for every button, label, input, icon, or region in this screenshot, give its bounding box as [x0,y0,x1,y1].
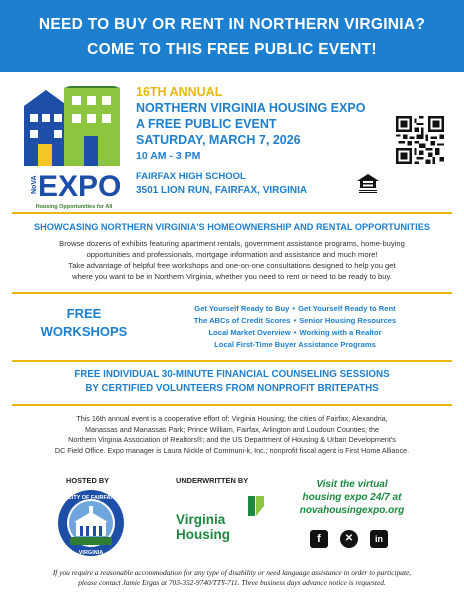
hosted-by-label: HOSTED BY [66,476,110,485]
facebook-icon[interactable]: f [310,530,328,548]
qr-code-icon[interactable] [396,116,444,164]
event-time: 10 AM - 3 PM [136,150,201,162]
divider [12,360,452,362]
expo-word: EXPO [38,170,122,203]
event-address: 3501 LION RUN, FAIRFAX, VIRGINIA [136,185,308,196]
workshop-item: Local First-Time Buyer Assistance Programs [214,340,376,349]
bullet-icon: • [293,328,297,337]
workshops-title: FREE WORKSHOPS [40,306,128,339]
cooperative-paragraph: This 16th annual event is a cooperative effort of: Virginia Housing; the cities of Fairfax, Alexandria, Manassas and Manassas Park; Prince William, Fairfax, Arlington and Loudoun Counties; the Northern Virginia Association of Realtors®; and the US Department of Housing & Urban Development's DC Field Office. Expo manager is Laura Nickle of Communi-k, Inc.; nonprofit fiscal agent is First Home Alliance. [54,414,410,455]
logo-tagline: Housing Opportunities for All [35,204,113,210]
svg-text:VIRGINIA: VIRGINIA [78,550,104,556]
svg-text:CITY OF FAIRFAX: CITY OF FAIRFAX [67,495,115,501]
event-date: SATURDAY, MARCH 7, 2026 [136,133,301,147]
virginia-housing-logo: Virginia Housing [176,512,230,542]
showcase-heading: SHOWCASING NORTHERN VIRGINIA'S HOMEOWNERSHIP AND RENTAL OPPORTUNITIES [34,222,430,232]
workshop-item: Local Market Overview [208,328,291,337]
divider [12,212,452,214]
banner-subheadline: COME TO THIS FREE PUBLIC EVENT! [87,41,377,58]
bullet-icon: • [292,304,296,313]
workshops-list [150,303,440,351]
counseling-heading: FREE INDIVIDUAL 30-MINUTE FINANCIAL COUNSELING SESSIONS BY CERTIFIED VOLUNTEERS FROM NONPROFIT BRITEPATHS [74,369,390,394]
banner-headline: NEED TO BUY OR RENT IN NORTHERN VIRGINIA? [38,16,426,33]
social-links [308,530,408,550]
top-banner [0,0,464,72]
equal-housing-icon [357,174,379,194]
svg-text:NoVA: NoVA [31,175,38,194]
city-of-fairfax-seal [56,488,126,558]
workshop-item: Working with a Realtor [299,328,382,337]
virtual-expo-callout: Visit the virtual housing expo 24/7 at novahousingexpo.org [270,478,434,517]
divider [12,404,452,406]
event-title: NORTHERN VIRGINIA HOUSING EXPO [136,101,366,115]
event-annual: 16TH ANNUAL [136,85,223,99]
bullet-icon: • [293,316,297,325]
divider [12,292,452,294]
event-free-label: A FREE PUBLIC EVENT [136,117,277,131]
accommodation-notice: If you require a reasonable accommodation for any type of disability or need language assistance in order to participate, please contact Jamie Ergas at 703-352-9740/TTY-711. Three business days advance notice is requested. [52,568,412,587]
workshop-item: Senior Housing Resources [299,316,397,325]
website-link[interactable]: novahousingexpo.org [299,505,405,516]
virginia-housing-mark-icon [248,496,264,516]
workshop-item: Get Yourself Ready to Rent [298,304,396,313]
event-details [136,84,386,198]
nova-expo-logo [24,86,124,210]
event-venue: FAIRFAX HIGH SCHOOL [136,171,246,182]
x-icon[interactable]: ✕ [340,530,358,548]
workshop-item: The ABCs of Credit Scores [193,316,291,325]
intro-paragraph: Browse dozens of exhibits featuring apartment rentals, government assistance programs, home-buying opportunities and professionals, mortgage information and assistance and much more! Take advantage of helpful free workshops and one-on-one consultations designed to help you get where you want to be in Northern Virginia, whether you need to rent or need to be ready to buy. [59,239,405,281]
underwritten-by-label: UNDERWRITTEN BY [176,476,249,485]
workshop-item: Get Yourself Ready to Buy [194,304,290,313]
linkedin-icon[interactable]: in [370,530,388,548]
